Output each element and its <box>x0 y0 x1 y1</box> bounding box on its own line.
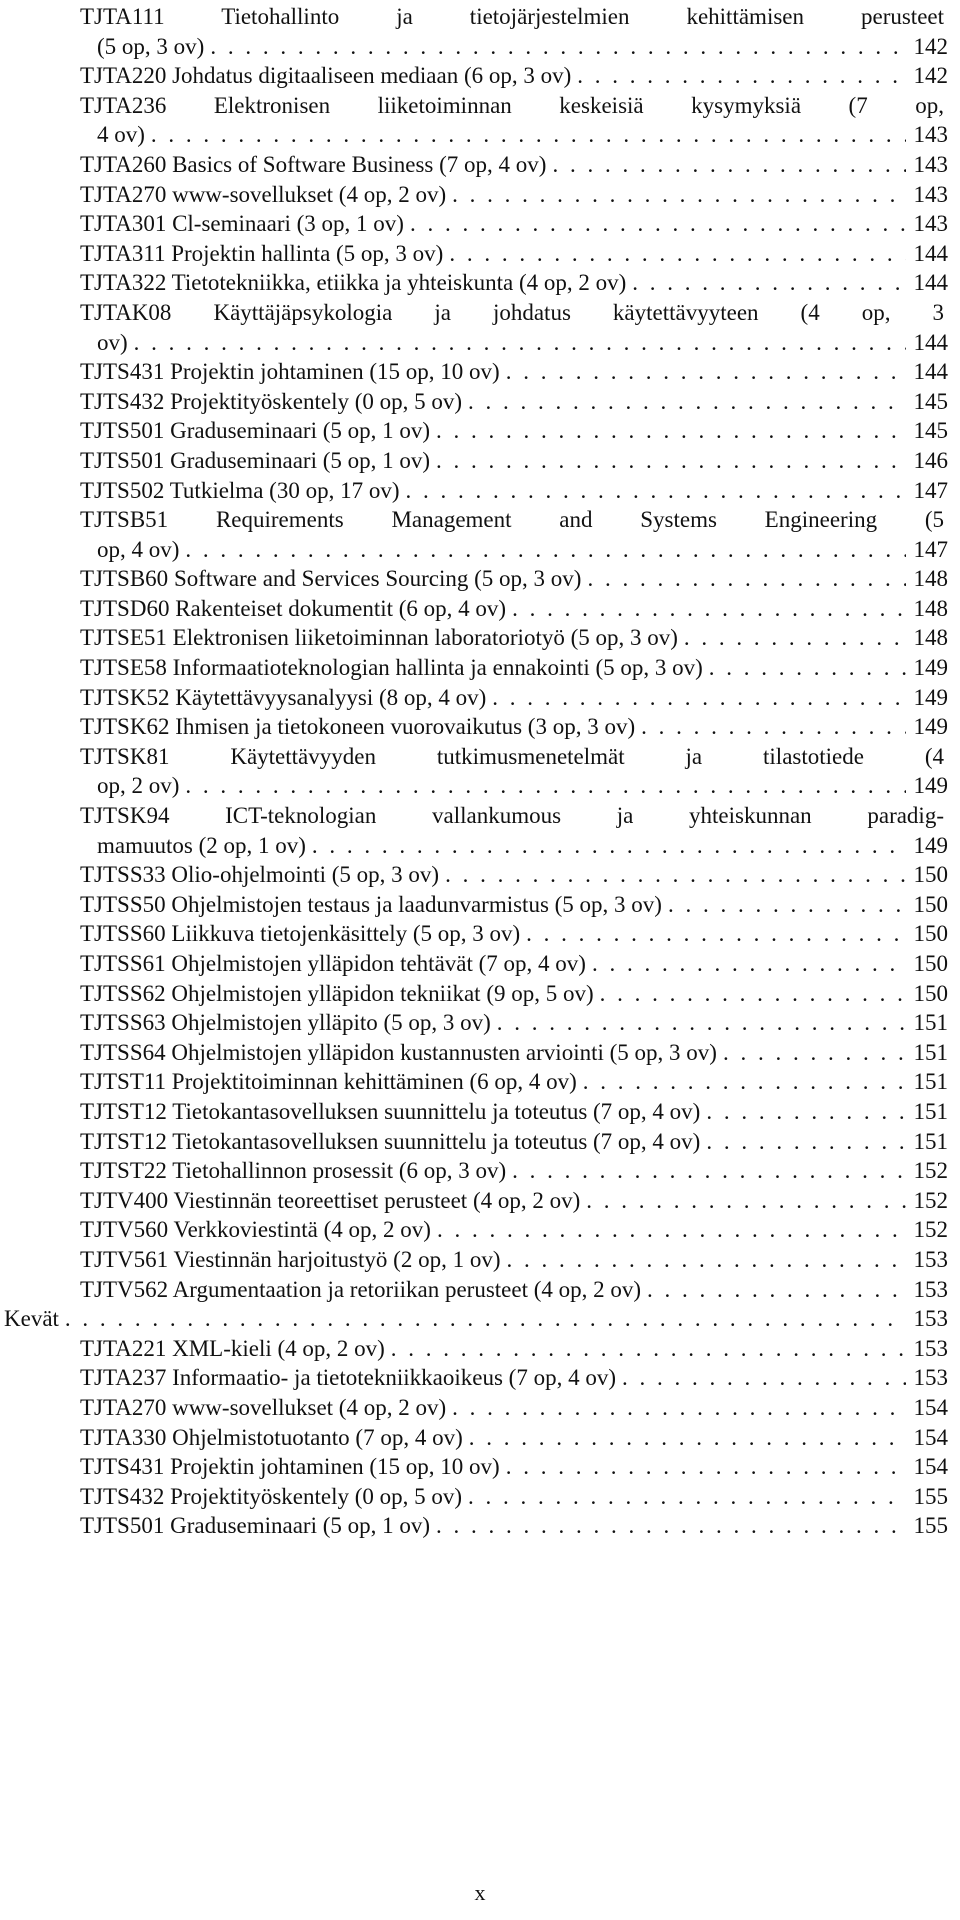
entry-text <box>80 1334 385 1364</box>
dot-leader <box>647 1275 906 1305</box>
course-code: TJTSB51 <box>80 507 169 533</box>
course-code: TJTSS64 <box>80 1039 166 1065</box>
entry-text <box>80 653 703 683</box>
course-code: TJTSK62 <box>80 714 170 740</box>
page-ref: 154 <box>913 1454 948 1480</box>
course-code: TJTSS60 <box>80 921 166 947</box>
toc-entry[interactable] <box>0 1423 948 1453</box>
page-ref: 142 <box>913 63 948 89</box>
toc-entry[interactable] <box>0 771 948 801</box>
toc-entry[interactable] <box>0 446 948 476</box>
page-ref: 150 <box>913 891 948 917</box>
toc-entry[interactable] <box>0 1127 948 1157</box>
page-ref: 149 <box>913 714 948 740</box>
entry-text <box>80 476 399 506</box>
entry-text <box>80 1245 500 1275</box>
course-title: Basics of Software Business (7 op, 4 ov) <box>172 151 547 177</box>
dot-leader <box>668 890 906 920</box>
entry-text <box>80 387 462 417</box>
dot-leader <box>577 61 906 91</box>
course-code: TJTSK94 <box>80 803 170 829</box>
course-title: Tietotekniikka, etiikka ja yhteiskunta (4 op, 2 ov) <box>171 270 627 296</box>
course-title: XML-kieli (4 op, 2 ov) <box>172 1335 385 1361</box>
toc-entry[interactable] <box>0 1038 948 1068</box>
entry-text <box>80 239 443 269</box>
page-ref: 150 <box>913 980 948 1006</box>
entry-text <box>80 1363 616 1393</box>
course-title: Projektitoiminnan kehittäminen (6 op, 4 ov) <box>171 1069 577 1095</box>
entry-text <box>80 949 586 979</box>
dot-leader <box>210 32 906 62</box>
page-ref: 148 <box>913 625 948 651</box>
toc-entry[interactable] <box>0 683 948 713</box>
course-title: Cl-seminaari (3 op, 1 ov) <box>172 211 404 237</box>
toc-entry[interactable] <box>0 1511 948 1541</box>
toc-entry[interactable] <box>0 32 948 62</box>
entry-text <box>80 623 678 653</box>
page-ref: 146 <box>913 447 948 473</box>
course-code: TJTST12 <box>80 1098 167 1124</box>
page-ref: 150 <box>913 921 948 947</box>
toc-entry[interactable] <box>0 328 948 358</box>
dot-leader <box>723 1038 906 1068</box>
course-code: TJTV400 <box>80 1187 169 1213</box>
entry-text <box>80 150 546 180</box>
toc-entry[interactable] <box>0 712 948 742</box>
course-code: TJTSK81 <box>80 743 170 769</box>
course-code: TJTSK52 <box>80 684 170 710</box>
toc-entry[interactable] <box>0 742 948 772</box>
course-code: TJTA220 <box>80 63 167 89</box>
course-title: Ihmisen ja tietokoneen vuorovaikutus (3 op, 3 ov) <box>175 714 636 740</box>
page-ref: 154 <box>913 1424 948 1450</box>
course-code: TJTS432 <box>80 388 165 414</box>
course-code: TJTA311 <box>80 240 166 266</box>
page-ref: 144 <box>913 240 948 266</box>
page-ref: 142 <box>913 33 948 59</box>
course-code: TJTSE51 <box>80 625 167 651</box>
section-title: Kevät <box>4 1306 59 1332</box>
course-code: TJTS501 <box>80 1513 165 1539</box>
dot-leader <box>410 209 906 239</box>
toc-entry[interactable] <box>0 387 948 417</box>
dot-leader <box>506 1452 906 1482</box>
page-ref: 151 <box>913 1010 948 1036</box>
course-code: TJTS501 <box>80 418 165 444</box>
entry-text <box>80 712 635 742</box>
entry-text <box>80 1393 446 1423</box>
course-code: TJTA236 <box>80 92 167 118</box>
entry-text <box>80 416 430 446</box>
course-code: TJTA237 <box>80 1365 167 1391</box>
toc-entry[interactable] <box>0 357 948 387</box>
dot-leader <box>497 1008 906 1038</box>
dot-leader <box>436 446 906 476</box>
page-ref: 144 <box>913 329 948 355</box>
entry-text <box>80 1511 430 1541</box>
toc-section[interactable] <box>0 1304 948 1334</box>
page-ref: 155 <box>913 1513 948 1539</box>
entry-text <box>80 564 581 594</box>
page-ref: 153 <box>913 1276 948 1302</box>
dot-leader <box>445 860 906 890</box>
course-code: TJTS432 <box>80 1483 165 1509</box>
dot-leader <box>492 683 906 713</box>
toc-entry[interactable] <box>0 1186 948 1216</box>
course-title: Viestinnän harjoitustyö (2 op, 1 ov) <box>173 1246 501 1272</box>
dot-leader <box>468 1482 906 1512</box>
page-ref: 153 <box>913 1365 948 1391</box>
dot-leader <box>405 476 906 506</box>
page-ref: 150 <box>913 951 948 976</box>
dot-leader <box>709 653 906 683</box>
course-code: TJTSB60 <box>80 566 169 592</box>
dot-leader <box>469 1423 906 1453</box>
course-title: Elektronisen liiketoiminnan laboratoriotyö (5 op, 3 ov) <box>172 625 678 651</box>
dot-leader <box>134 328 906 358</box>
course-title: www-sovellukset (4 op, 2 ov) <box>172 1394 447 1420</box>
course-code: TJTV562 <box>80 1276 169 1302</box>
toc-entry[interactable] <box>0 623 948 653</box>
toc-entry[interactable] <box>0 1393 948 1423</box>
entry-text <box>80 1097 700 1127</box>
page-ref: 149 <box>913 773 948 799</box>
course-title: Verkkoviestintä (4 op, 2 ov) <box>173 1217 431 1243</box>
course-code: TJTST22 <box>80 1158 167 1184</box>
toc-entry[interactable] <box>0 416 948 446</box>
toc-entry[interactable] <box>0 505 948 535</box>
course-title-continued: ov) <box>97 329 128 355</box>
toc-entry[interactable] <box>0 594 948 624</box>
course-title-continued: 4 ov) <box>97 122 145 148</box>
table-of-contents <box>0 2 948 1541</box>
course-code: TJTSE58 <box>80 655 167 681</box>
dot-leader <box>312 831 906 861</box>
toc-entry[interactable] <box>0 2 948 32</box>
course-title: Johdatus digitaaliseen mediaan (6 op, 3 ov) <box>172 63 572 89</box>
dot-leader <box>468 387 906 417</box>
entry-text <box>80 1482 462 1512</box>
course-title: www-sovellukset (4 op, 2 ov) <box>172 181 447 207</box>
course-title: Liikkuva tietojenkäsittely (5 op, 3 ov) <box>171 921 521 947</box>
page-ref: 151 <box>913 1069 948 1095</box>
course-title: Informaatioteknologian hallinta ja ennakointi (5 op, 3 ov) <box>172 655 703 681</box>
course-title-continued: mamuutos (2 op, 1 ov) <box>97 832 306 858</box>
page-ref: 152 <box>913 1158 948 1184</box>
course-title: Projektityöskentely (0 op, 5 ov) <box>170 1483 463 1509</box>
toc-entry[interactable] <box>0 209 948 239</box>
dot-leader <box>706 1127 906 1157</box>
course-code: TJTSS50 <box>80 891 166 917</box>
course-code: TJTA270 <box>80 181 167 207</box>
course-code: TJTS431 <box>80 359 165 385</box>
page-ref: 151 <box>913 1128 948 1154</box>
toc-entry[interactable] <box>0 61 948 91</box>
toc-entry[interactable] <box>0 180 948 210</box>
course-code: TJTSS63 <box>80 1010 166 1036</box>
dot-leader <box>600 979 906 1009</box>
course-code: TJTA330 <box>80 1424 167 1450</box>
course-title: Tietokantasovelluksen suunnittelu ja toteutus (7 op, 4 ov) <box>172 1098 701 1124</box>
page-ref: 145 <box>913 418 948 444</box>
entry-text <box>80 357 500 387</box>
entry-text <box>80 1423 463 1453</box>
page-ref: 150 <box>913 862 948 888</box>
course-title: Graduseminaari (5 op, 1 ov) <box>170 418 431 444</box>
page-ref: 151 <box>913 1039 948 1065</box>
entry-text <box>80 268 626 298</box>
course-code: TJTSS33 <box>80 862 166 888</box>
course-title: Ohjelmistojen testaus ja laadunvarmistus (5 op, 3 ov) <box>171 891 662 917</box>
course-title: Tietohallinnon prosessit (6 op, 3 ov) <box>172 1158 507 1184</box>
dot-leader <box>437 1215 906 1245</box>
toc-entry[interactable] <box>0 1008 948 1038</box>
toc-entry[interactable] <box>0 1156 948 1186</box>
dot-leader <box>151 120 906 150</box>
page-ref: 148 <box>913 566 948 592</box>
page-ref: 147 <box>913 536 948 562</box>
page-ref: 154 <box>913 1394 948 1420</box>
page-ref: 145 <box>913 388 948 414</box>
toc-entry[interactable] <box>0 1215 948 1245</box>
toc-entry[interactable] <box>0 1067 948 1097</box>
course-code: TJTSD60 <box>80 595 170 621</box>
course-title: Projektin hallinta (5 op, 3 ov) <box>171 240 444 266</box>
page-ref: 149 <box>913 655 948 681</box>
entry-text <box>80 1452 500 1482</box>
entry-text <box>80 1067 577 1097</box>
dot-leader <box>185 535 906 565</box>
entry-text <box>80 1215 431 1245</box>
toc-entry[interactable] <box>0 476 948 506</box>
page-ref: 144 <box>913 359 948 385</box>
course-title: Käytettävyysanalyysi (8 op, 4 ov) <box>175 684 487 710</box>
dot-leader <box>592 949 906 979</box>
dot-leader <box>185 771 906 801</box>
page-number: x <box>474 1880 486 1905</box>
entry-text <box>80 1156 506 1186</box>
course-title: Requirements Management and Systems Engineering (5 <box>215 507 944 533</box>
entry-text <box>80 919 520 949</box>
dot-leader <box>436 1511 906 1541</box>
dot-leader <box>65 1304 906 1334</box>
dot-leader <box>506 1245 906 1275</box>
dot-leader <box>512 594 906 624</box>
course-title: Tietokantasovelluksen suunnittelu ja toteutus (7 op, 4 ov) <box>172 1128 701 1154</box>
course-title: Projektin johtaminen (15 op, 10 ov) <box>170 359 500 385</box>
dot-leader <box>552 150 906 180</box>
course-code: TJTAK08 <box>80 299 172 325</box>
toc-entry[interactable] <box>0 860 948 890</box>
entry-text <box>80 209 404 239</box>
page-ref: 151 <box>913 1098 948 1124</box>
course-code: TJTA270 <box>80 1394 167 1420</box>
course-title: Ohjelmistojen ylläpidon tehtävät (7 op, 4 ov) <box>171 951 586 976</box>
dot-leader <box>622 1363 906 1393</box>
toc-entry[interactable] <box>0 979 948 1009</box>
page-ref: 155 <box>913 1483 948 1509</box>
course-code: TJTA221 <box>80 1335 167 1361</box>
course-code: TJTA322 <box>80 270 167 296</box>
toc-entry[interactable] <box>0 949 948 979</box>
toc-entry[interactable] <box>0 239 948 269</box>
dot-leader <box>512 1156 906 1186</box>
toc-entry[interactable] <box>0 268 948 298</box>
course-title: Argumentaation ja retoriikan perusteet (4 op, 2 ov) <box>172 1276 642 1302</box>
toc-entry[interactable] <box>0 298 948 328</box>
page-ref: 143 <box>913 122 948 148</box>
page-ref: 143 <box>913 181 948 207</box>
course-title-continued: (5 op, 3 ov) <box>97 33 205 59</box>
toc-entry[interactable] <box>0 535 948 565</box>
entry-text <box>80 1038 717 1068</box>
dot-leader <box>526 919 906 949</box>
course-title: Ohjelmistojen ylläpito (5 op, 3 ov) <box>171 1010 491 1036</box>
course-title: Olio-ohjelmointi (5 op, 3 ov) <box>171 862 440 888</box>
course-title: Graduseminaari (5 op, 1 ov) <box>170 447 431 473</box>
course-title-continued: op, 4 ov) <box>97 536 180 562</box>
page-ref: 149 <box>913 684 948 710</box>
course-title: Projektityöskentely (0 op, 5 ov) <box>170 388 463 414</box>
dot-leader <box>449 239 906 269</box>
course-title: Projektin johtaminen (15 op, 10 ov) <box>170 1454 500 1480</box>
course-title: Viestinnän teoreettiset perusteet (4 op, 2 ov) <box>173 1187 581 1213</box>
dot-leader <box>452 1393 906 1423</box>
dot-leader <box>583 1067 906 1097</box>
course-code: TJTV561 <box>80 1246 169 1272</box>
dot-leader <box>391 1334 906 1364</box>
toc-entry[interactable] <box>0 150 948 180</box>
toc-entry[interactable] <box>0 1334 948 1364</box>
dot-leader <box>641 712 906 742</box>
toc-entry[interactable] <box>0 801 948 831</box>
course-title: Software and Services Sourcing (5 op, 3 ov) <box>173 566 582 592</box>
course-code: TJTA301 <box>80 211 167 237</box>
course-code: TJTS501 <box>80 447 165 473</box>
course-title: Informaatio- ja tietotekniikkaoikeus (7 op, 4 ov) <box>172 1365 616 1391</box>
course-title: Rakenteiset dokumentit (6 op, 4 ov) <box>175 595 507 621</box>
course-title: Käytettävyyden tutkimusmenetelmät ja tilastotiede (4 <box>230 743 944 769</box>
entry-text <box>80 683 486 713</box>
toc-entry[interactable] <box>0 1097 948 1127</box>
toc-entry[interactable] <box>0 831 948 861</box>
page-ref: 148 <box>913 595 948 621</box>
entry-text <box>80 180 446 210</box>
toc-entry[interactable] <box>0 1452 948 1482</box>
course-code: TJTSS61 <box>80 951 166 976</box>
page-ref: 143 <box>913 151 948 177</box>
toc-entry[interactable] <box>0 91 948 121</box>
page-ref: 153 <box>913 1335 948 1361</box>
course-title: Tutkielma (30 op, 17 ov) <box>169 477 400 503</box>
entry-text <box>80 594 506 624</box>
entry-text <box>80 1186 580 1216</box>
course-code: TJTSS62 <box>80 980 166 1006</box>
page-ref: 152 <box>913 1217 948 1243</box>
course-code: TJTA111 <box>80 4 165 29</box>
toc-entry[interactable] <box>0 1482 948 1512</box>
entry-text <box>80 1275 641 1305</box>
entry-text <box>80 890 662 920</box>
dot-leader <box>632 268 906 298</box>
course-code: TJTV560 <box>80 1217 169 1243</box>
toc-entry[interactable] <box>0 1363 948 1393</box>
dot-leader <box>452 180 906 210</box>
dot-leader <box>586 1186 906 1216</box>
entry-text <box>80 979 594 1009</box>
page-ref: 152 <box>913 1187 948 1213</box>
course-title-continued: op, 2 ov) <box>97 773 180 799</box>
entry-text <box>80 1127 700 1157</box>
page-ref: 153 <box>913 1246 948 1272</box>
dot-leader <box>684 623 906 653</box>
toc-entry[interactable] <box>0 653 948 683</box>
page-ref: 143 <box>913 211 948 237</box>
course-title: ICT-teknologian vallankumous ja yhteiskunnan paradig- <box>225 803 944 829</box>
course-code: TJTST12 <box>80 1128 167 1154</box>
dot-leader <box>436 416 906 446</box>
page-ref: 144 <box>913 270 948 296</box>
course-code: TJTA260 <box>80 151 167 177</box>
course-title: Graduseminaari (5 op, 1 ov) <box>170 1513 431 1539</box>
toc-entry[interactable] <box>0 1245 948 1275</box>
toc-entry[interactable] <box>0 1275 948 1305</box>
toc-entry[interactable] <box>0 919 948 949</box>
page-ref: 147 <box>913 477 948 503</box>
entry-text <box>80 446 430 476</box>
entry-text <box>80 1008 491 1038</box>
course-code: TJTST11 <box>80 1069 167 1095</box>
course-title: Ohjelmistojen ylläpidon kustannusten arviointi (5 op, 3 ov) <box>171 1039 717 1065</box>
dot-leader <box>587 564 906 594</box>
course-title: Ohjelmistotuotanto (7 op, 4 ov) <box>172 1424 463 1450</box>
page-ref: 153 <box>913 1306 948 1332</box>
page-ref: 149 <box>913 832 948 858</box>
toc-entry[interactable] <box>0 120 948 150</box>
course-code: TJTS502 <box>80 477 165 503</box>
course-title: Ohjelmistojen ylläpidon tekniikat (9 op, 5 ov) <box>171 980 594 1006</box>
dot-leader <box>506 357 906 387</box>
course-title: Käyttäjäpsykologia ja johdatus käytettävyyteen (4 op, 3 <box>213 299 944 325</box>
course-title: Elektronisen liiketoiminnan keskeisiä kysymyksiä (7 op, <box>213 92 944 118</box>
dot-leader <box>706 1097 906 1127</box>
entry-text <box>80 860 439 890</box>
course-title: Tietohallinto ja tietojärjestelmien kehittämisen perusteet <box>221 4 944 29</box>
course-code: TJTS431 <box>80 1454 165 1480</box>
toc-entry[interactable] <box>0 564 948 594</box>
toc-entry[interactable] <box>0 890 948 920</box>
entry-text <box>80 61 571 91</box>
